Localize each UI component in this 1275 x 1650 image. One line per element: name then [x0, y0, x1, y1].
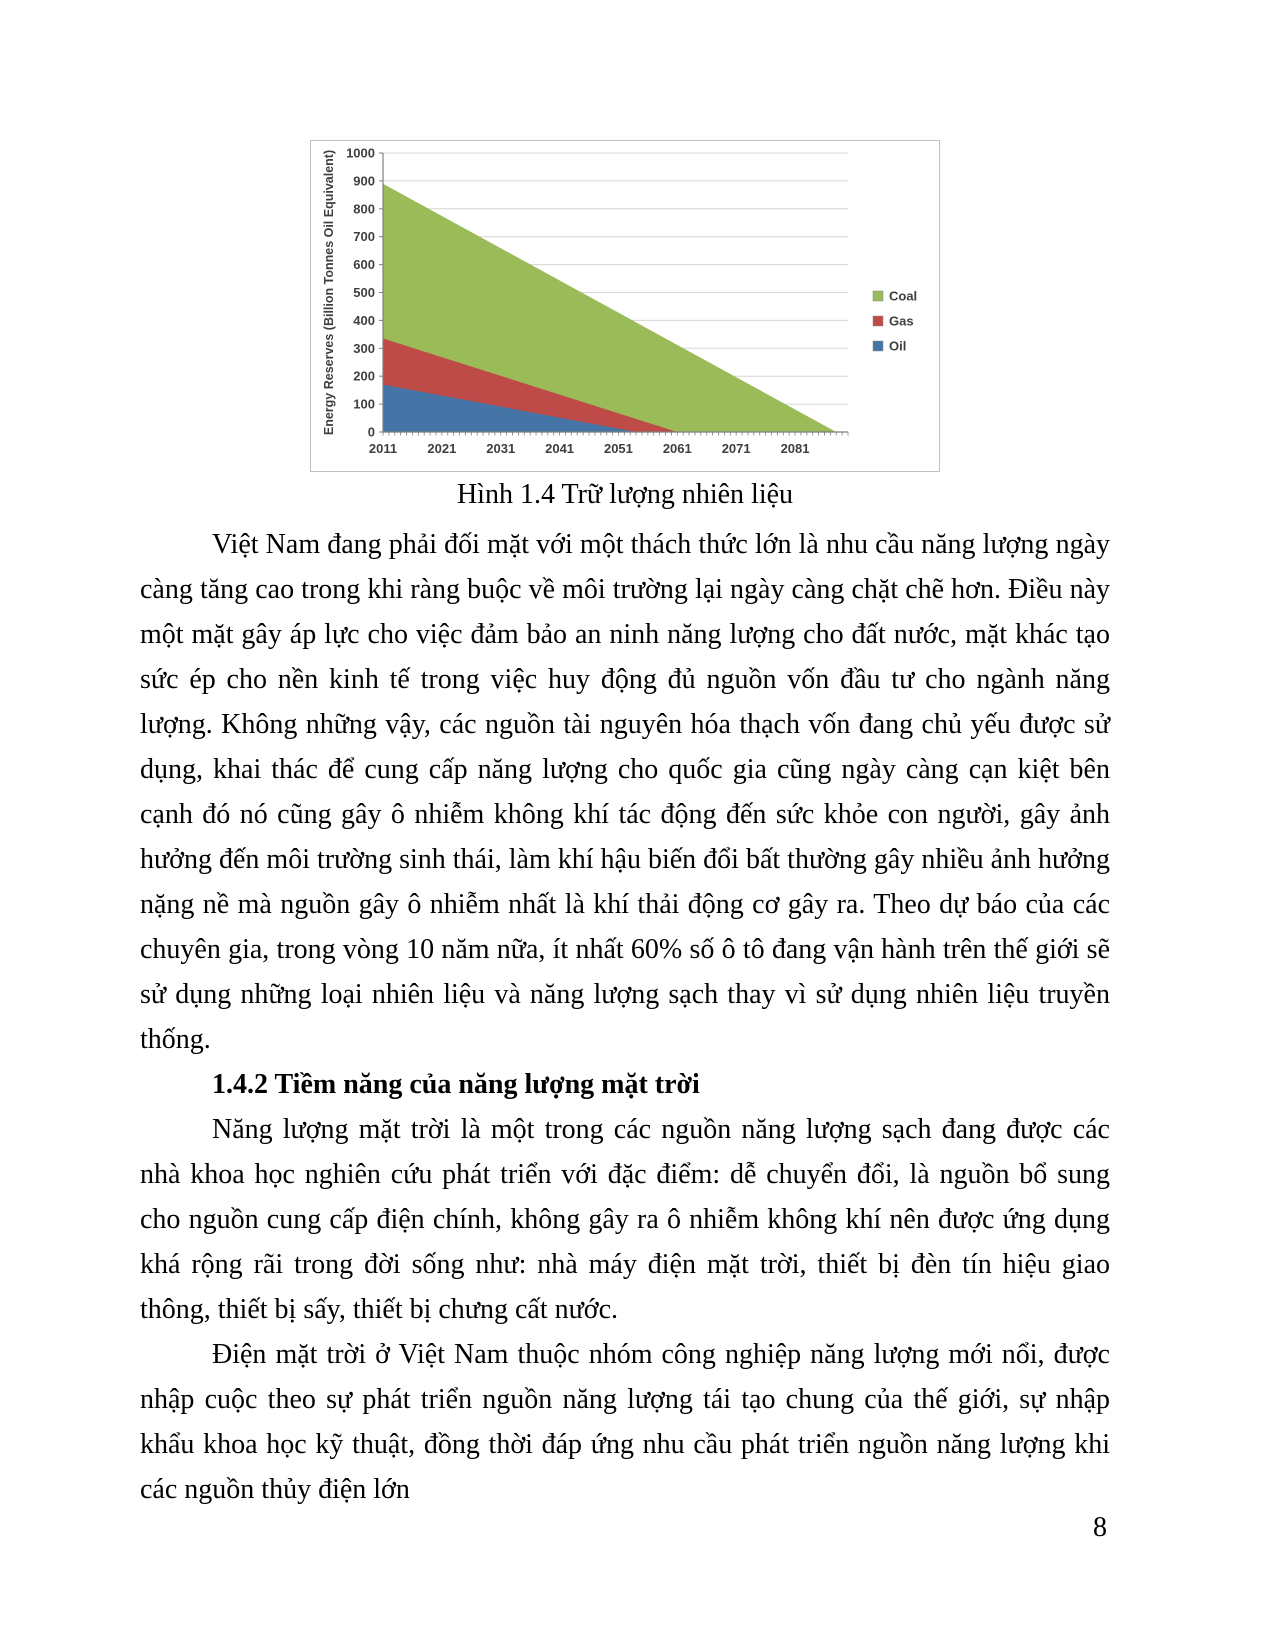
- x-tick-label: 2011: [368, 441, 398, 456]
- page-number: 8: [1093, 1512, 1107, 1543]
- paragraph-solar-potential: Năng lượng mặt trời là một trong các nguồn năng lượng sạch đang được các nhà khoa học nghiên cứu phát triển với đặc điểm: dễ chuyển đổi, là nguồn bổ sung cho nguồn cung cấp điện chính, không gây ra ô nhiễm không khí nên được ứng dụng khá rộng rãi trong đời sống như: nhà máy điện mặt trời, thiết bị đèn tín hiệu giao thông, thiết bị sấy, thiết bị chưng cất nước.: [140, 1114, 1110, 1325]
- legend-label: Coal: [889, 288, 918, 304]
- figure-1-4: [140, 140, 1110, 514]
- x-tick-label: 2051: [603, 441, 633, 456]
- y-tick-label: 200: [353, 368, 375, 384]
- legend-item-oil: [873, 339, 906, 354]
- x-tick-label: 2021: [427, 441, 457, 456]
- fuel-reserves-chart: [310, 140, 940, 472]
- legend-label: Gas: [889, 313, 914, 329]
- x-tick-label: 2081: [780, 441, 810, 456]
- paragraph-solar-vietnam: Điện mặt trời ở Việt Nam thuộc nhóm công nghiệp năng lượng mới nổi, được nhập cuộc theo sự phát triển nguồn năng lượng tái tạo chung của thế giới, sự nhập khẩu khoa học kỹ thuật, đồng thời đáp ứng nhu cầu phát triển nguồn năng lượng khi các nguồn thủy điện lớn: [140, 1339, 1110, 1505]
- y-tick-label: 500: [353, 285, 375, 300]
- y-tick-label: 800: [353, 201, 375, 217]
- y-tick-label: 600: [353, 257, 375, 273]
- legend-swatch: [873, 291, 883, 301]
- section-heading-1-4-2: 1.4.2 Tiềm năng của năng lượng mặt trời: [212, 1069, 700, 1100]
- legend-item-coal: [873, 289, 917, 304]
- x-tick-label: 2061: [662, 441, 692, 456]
- y-tick-label: 1000: [346, 145, 375, 161]
- legend-item-gas: [873, 314, 914, 329]
- y-tick-label: 900: [353, 173, 375, 189]
- figure-caption: Hình 1.4 Trữ lượng nhiên liệu: [456, 479, 794, 510]
- y-tick-label: 100: [353, 396, 375, 412]
- legend-swatch: [873, 341, 883, 351]
- legend-swatch: [873, 316, 883, 326]
- x-tick-label: 2071: [721, 441, 751, 456]
- y-tick-label: 300: [353, 340, 375, 356]
- x-tick-label: 2031: [486, 441, 516, 456]
- y-tick-label: 0: [367, 424, 375, 440]
- y-axis-title: Energy Reserves (Billion Tonnes Oil Equivalent): [322, 149, 336, 436]
- legend-label: Oil: [889, 338, 907, 354]
- y-tick-label: 400: [353, 312, 375, 328]
- paragraph-energy-challenge: Việt Nam đang phải đối mặt với một thách thức lớn là nhu cầu năng lượng ngày càng tăng cao trong khi ràng buộc về môi trường lại ngày càng chặt chẽ hơn. Điều này một mặt gây áp lực cho việc đảm bảo an ninh năng lượng cho đất nước, mặt khác tạo sức ép cho nền kinh tế trong việc huy động đủ nguồn vốn đầu tư cho ngành năng lượng. Không những vậy, các nguồn tài nguyên hóa thạch vốn đang chủ yếu được sử dụng, khai thác để cung cấp năng lượng cho quốc gia cũng ngày càng cạn kiệt bên cạnh đó nó cũng gây ô nhiễm không khí tác động đến sức khỏe con người, gây ảnh hưởng đến môi trường sinh thái, làm khí hậu biến đổi bất thường gây nhiều ảnh hưởng nặng nề mà nguồn gây ô nhiễm nhất là khí thải động cơ gây ra. Theo dự báo của các chuyên gia, trong vòng 10 năm nữa, ít nhất 60% số ô tô đang vận hành trên thế giới sẽ sử dụng những loại nhiên liệu và năng lượng sạch thay vì sử dụng nhiên liệu truyền thống.: [140, 529, 1110, 1055]
- y-tick-label: 700: [353, 229, 375, 245]
- fuel-reserves-chart-svg: [311, 141, 937, 469]
- x-tick-label: 2041: [545, 441, 575, 456]
